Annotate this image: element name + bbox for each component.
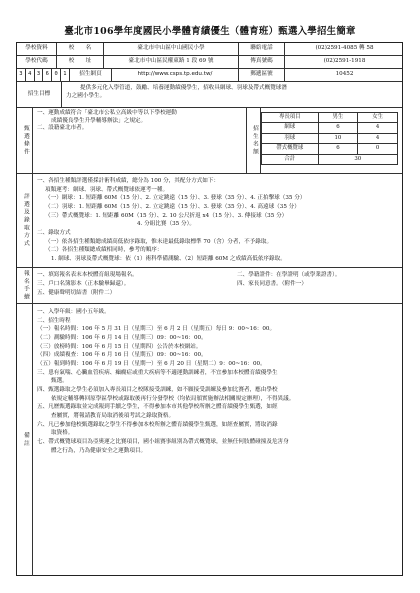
notes-line: 四、甄選錄取之學生必須加入專長項目之校隊接受訓練，如不願接受訓練及參加比賽者，應由學校 (37, 386, 278, 393)
objective-line: 提供多元化入學管道，鼓勵、培養運動績優學生，招收具網球、羽球及帶式概覽球潛 (80, 85, 287, 91)
quota-header-row (262, 113, 398, 123)
page-title: 臺北市106學年度國民小學體育績優生（體育班）甄選入學招生簡章 (64, 26, 356, 37)
notes-line: （二）測驗時間：106 年 6 月 14 日（星期三）09：00~16：00。 (37, 334, 207, 341)
quota-row (262, 133, 398, 143)
school-name-value: 臺北市中山區中山國民小學 (104, 43, 239, 55)
quota-female: 4 (358, 123, 398, 133)
eligibility-label: 甄選條件 (22, 124, 29, 157)
application-item: 三、戶口名簿影本（正本驗畢歸還）。 (37, 280, 130, 287)
quota-total-value: 30 (318, 154, 397, 164)
notes-line: （四）成績複查：106 年 6 月 16 日（星期五）09：00~16：00。 (37, 352, 207, 359)
scoring-line: （二）各招生種類總成績相同時，參考的順序： (45, 247, 163, 254)
objective-section (17, 82, 402, 108)
application-col2 (233, 268, 402, 303)
scoring-line: 4. 分組比賽（35 分）。 (137, 221, 195, 228)
notes-line: （五）報到時間：106 年 6 月 19 日（星期一）至 6 月 20 日（星期二）9：00~16：00。 (37, 360, 266, 367)
notes-label-cell (17, 304, 33, 576)
phone-label: 聯絡電話 (239, 43, 285, 55)
address-row (17, 56, 402, 69)
scoring-content (33, 174, 402, 267)
scoring-section (17, 174, 402, 268)
objective-line: 力之國小學生。 (66, 92, 106, 99)
eligibility-section (17, 108, 402, 174)
objective-label: 招生目標 (27, 90, 51, 97)
scoring-line: 二、錄取方式 (37, 229, 71, 236)
eligibility-line: 成績優良學生升學輔導辦法」之規定。 (51, 117, 147, 124)
quota-table (261, 112, 398, 165)
eligibility-content (33, 108, 247, 173)
application-item: 二、學籍證件：在學證明（或學業證書）。 (237, 272, 341, 278)
notes-content (33, 304, 402, 576)
school-code-digits (17, 69, 70, 81)
quota-male: 6 (318, 144, 358, 154)
application-label-cell (17, 268, 33, 303)
quota-sport: 網球 (262, 123, 319, 133)
school-name-label: 校 名 (57, 43, 104, 55)
notes-line: 二、招生時程 (37, 317, 71, 324)
scoring-line: （二）羽球：1. 短距離 60M（15 分）、2. 立定跳遠（15 分）、3. 發球（35 分）、4. 高遠球（35 分） (45, 203, 300, 210)
notes-line: 甄選。 (51, 378, 68, 385)
fax-label: 傳真號碼 (239, 56, 285, 68)
application-col1 (33, 268, 233, 303)
notes-label: 備註 (22, 432, 29, 448)
code-digit: 0 (52, 69, 61, 81)
scoring-line: （一）依各招生種類總成績高低依序錄取，惟未達最低錄取標準 70（含）分者，不予錄取。 (45, 238, 273, 245)
quota-row (262, 123, 398, 133)
quota-header-female: 女生 (358, 113, 398, 123)
notes-line: 六、凡已參加他校甄選錄取之學生不得參加本校所辦之體育績優學生甄選，如經查屬實，將取消錄 (37, 421, 278, 428)
scoring-line: 項類運考：網球、羽球、帶式概覽球依運考一種。 (45, 186, 169, 193)
notes-line: 體之行為，乃為健康安全之運動項目。 (51, 447, 147, 454)
scoring-line: 一、各招生種類評選僅採計術科成績，總分為 100 分，其配分方式如下： (37, 178, 220, 184)
scoring-line: （一）網球：1. 短距離 60M（15 分）、2. 立定跳遠（15 分）、3. 發球（35 分）、4. 正拍擊球（35 分） (45, 195, 306, 202)
zip-label: 郵遞區號 (239, 69, 285, 81)
zip-value: 10452 (335, 71, 354, 78)
admission-form (16, 42, 403, 576)
code-digit: 3 (17, 69, 26, 81)
eligibility-line: 一、運動成績符合「臺北市公私立高級中等以下學校運動 (37, 110, 177, 116)
scoring-line: （三）帶式概覽球：1. 短距離 60M（15 分）、2. 10 公尺折返 x4（15 分）、3. 傳接球（35 分） (45, 212, 288, 219)
scoring-label-cell (17, 174, 33, 267)
school-data-label: 學校資料 (17, 43, 57, 55)
quota-label: 招生名額 (251, 124, 258, 157)
quota-total-label: 合計 (262, 154, 319, 164)
quota-row (262, 144, 398, 154)
notes-line: 七、帶式概覽球項目為亞奧運之比賽項目，國小組賽事組別為帶式概覽球，並無任何肢體碰撞及危害身 (37, 438, 289, 445)
quota-total-row (262, 154, 398, 164)
notes-line: 查屬實，將報請教育局取消後項考試之錄取資格。 (51, 412, 175, 419)
quota-male: 6 (318, 123, 358, 133)
address-label: 校 址 (57, 56, 104, 68)
website-link[interactable]: http://www.csps.tp.edu.tw/ (112, 69, 239, 81)
application-section (17, 268, 402, 304)
school-code-label: 學校代碼 (17, 56, 57, 68)
notes-section (17, 304, 402, 576)
code-digit: 6 (43, 69, 52, 81)
notes-line: 一、入學年級：國小五年級。 (37, 309, 110, 315)
notes-line: （三）放榜時間：106 年 6 月 15 日（星期四）公告於本校網站。 (37, 343, 202, 350)
notes-line: 三、患有氣喘、心臟血管疾病、癲癇症或重大疾病等不適運動訓練者，不宜參加本校體育績優學生 (37, 369, 278, 376)
application-label: 報名手續 (22, 269, 29, 302)
eligibility-label-cell (17, 108, 33, 173)
objective-content (62, 82, 402, 107)
quota-sport: 帶式概覽球 (262, 144, 319, 154)
application-item: 四、家長同意書。（附件一） (237, 280, 307, 287)
code-digit: 3 (35, 69, 44, 81)
address-value: 臺北市中山區民權東路 1 段 69 號 (104, 56, 239, 68)
objective-label-cell (17, 82, 62, 107)
code-digit: 4 (26, 69, 35, 81)
notes-line: 五、凡歷甄選錄取並完成報到手續之學生，不得參加本市其他學校所辦之體育績優學生甄選，如經 (37, 404, 278, 411)
code-digit: 1 (61, 69, 70, 81)
quota-header-male: 男生 (318, 113, 358, 123)
quota-header-sport: 專長項目 (262, 113, 319, 123)
scoring-line: 1. 網球、羽球及帶式概覽球：依（1）術科準備測驗、（2）短距離 60M 之成績高低依序錄取。 (51, 255, 286, 262)
application-item: 一、填寫報名表末本校體育組現場報名。 (37, 272, 138, 278)
school-name-row (17, 43, 402, 56)
quota-sport: 羽球 (262, 133, 319, 143)
phone-value: (02)2591-4085 轉 58 (315, 45, 374, 52)
quota-male: 10 (318, 133, 358, 143)
website-row (17, 69, 402, 82)
eligibility-line: 二、設籍臺北市者。 (37, 125, 88, 132)
notes-line: （一）報名時間：106 年 5 月 31 日（星期三）至 6 月 2 日（星期五）每日 9：00~16：00。 (37, 326, 276, 333)
fax-value: (02)2591-1918 (323, 58, 366, 65)
notes-line: 取資格。 (51, 430, 74, 437)
notes-line: 依規定輔導轉回原學區學校或錄取後再行分發學校（均依局頒實施辦法相關規定辦理），不得異議。 (51, 395, 295, 402)
quota-female: 4 (358, 133, 398, 143)
application-item: 五、健康聲明切結書（附件二） (37, 289, 116, 296)
quota-label-cell (247, 108, 261, 173)
scoring-label: 評選及錄取方式 (22, 193, 29, 248)
quota-female: 0 (358, 144, 398, 154)
website-label: 招生網頁 (70, 69, 112, 81)
